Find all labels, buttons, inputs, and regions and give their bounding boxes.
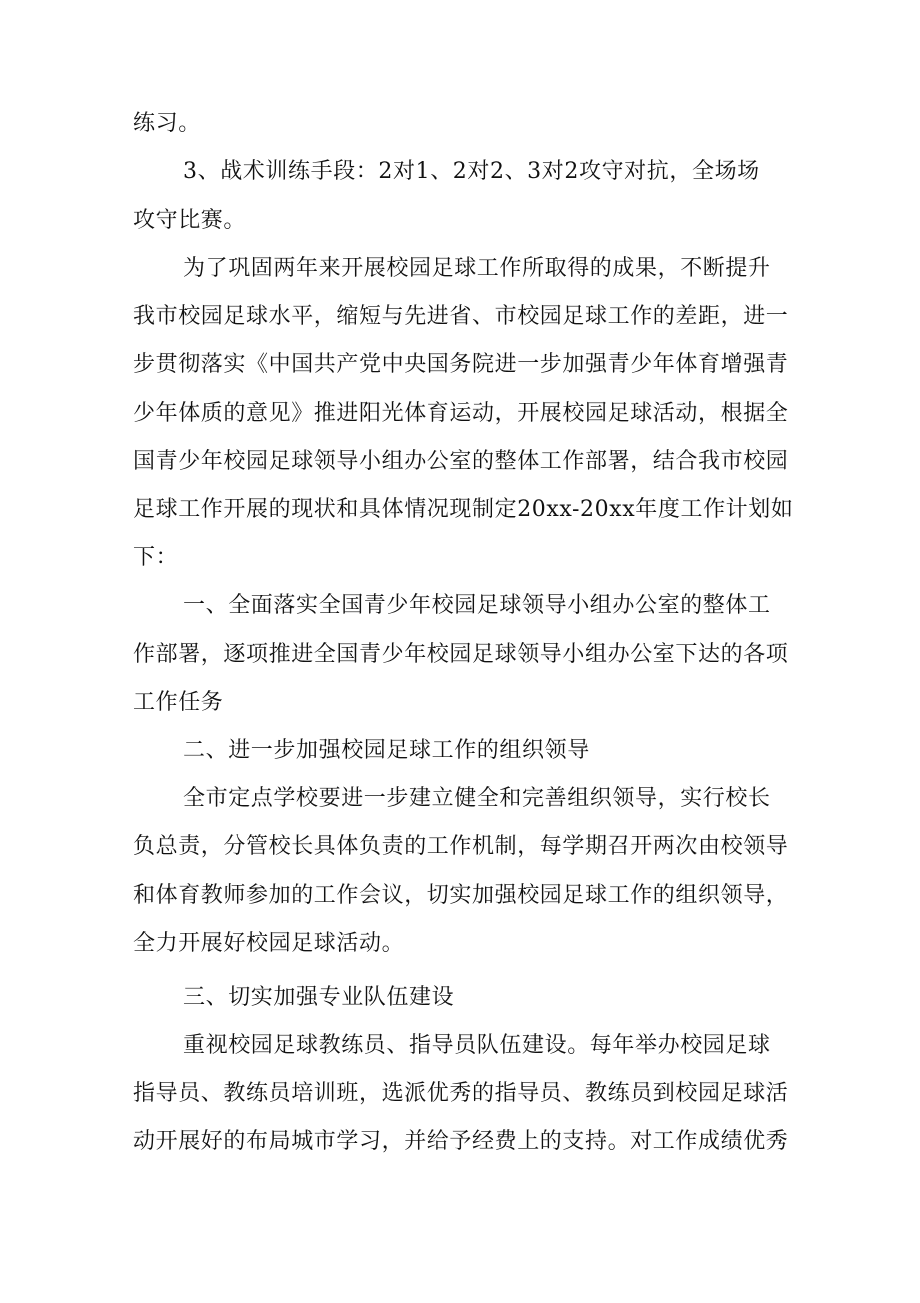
- text-line: 步贯彻落实《中国共产党中央国务院进一步加强青少年体育增强青: [133, 352, 789, 377]
- text-line: 工作任务: [133, 690, 224, 715]
- text-line: 二、进一步加强校园足球工作的组织领导: [183, 738, 590, 763]
- text-line: 负总责，分管校长具体负责的工作机制，每学期召开两次由校领导: [133, 834, 789, 859]
- text-line: 指导员、教练员培训班，选派优秀的指导员、教练员到校园足球活: [133, 1081, 789, 1106]
- text-line: 少年体质的意见》推进阳光体育运动，开展校园足球活动，根据全: [133, 401, 789, 426]
- text-line: 全市定点学校要进一步建立健全和完善组织领导，实行校长: [183, 786, 771, 811]
- text-line: 下：: [133, 545, 179, 570]
- text-line: 我市校园足球水平，缩短与先进省、市校园足球工作的差距，进一: [133, 304, 789, 329]
- text-line: 动开展好的布局城市学习，并给予经费上的支持。对工作成绩优秀: [133, 1129, 789, 1154]
- text-line: 全力开展好校园足球活动。: [133, 931, 405, 956]
- text-line: 练习。: [133, 111, 201, 136]
- text-line: 为了巩固两年来开展校园足球工作所取得的成果，不断提升: [183, 256, 771, 281]
- text-line: 3、战术训练手段：2对1、2对2、3对2攻守对抗，全场场: [183, 159, 760, 184]
- text-line: 和体育教师参加的工作会议，切实加强校园足球工作的组织领导，: [133, 883, 789, 908]
- text-line: 国青少年校园足球领导小组办公室的整体工作部署，结合我市校园: [133, 449, 789, 474]
- text-line: 一、全面落实全国青少年校园足球领导小组办公室的整体工: [183, 593, 771, 618]
- text-line: 重视校园足球教练员、指导员队伍建设。每年举办校园足球: [183, 1033, 771, 1058]
- text-line: 攻守比赛。: [133, 208, 247, 233]
- text-line: 足球工作开展的现状和具体情况现制定20xx-20xx年度工作计划如: [133, 497, 794, 522]
- text-line: 作部署，逐项推进全国青少年校园足球领导小组办公室下达的各项: [133, 642, 789, 667]
- text-line: 三、切实加强专业队伍建设: [183, 985, 455, 1010]
